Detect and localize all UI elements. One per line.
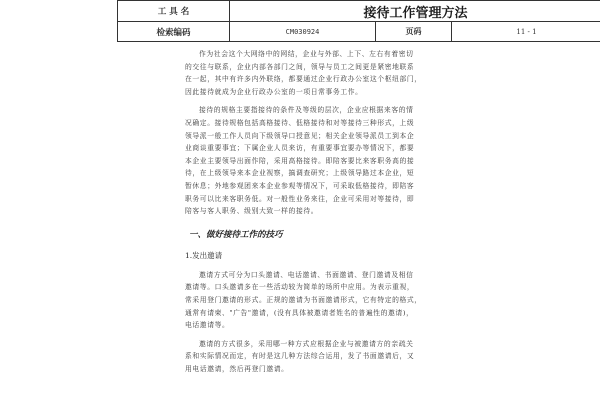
text-line: 用电话邀请，然后再登门邀请。 [185, 364, 289, 373]
text-line: 通常有请柬、"广告"邀请，(没有具体被邀请者姓名的普遍性的邀请)， [185, 308, 414, 317]
text-line: 邀请的方式很多，采用哪一种方式应根据企业与被邀请方的亲疏关 [199, 339, 414, 348]
document-title: 接待工作管理方法 [363, 5, 468, 21]
header-table [117, 0, 600, 42]
section-heading: 一、做好接待工作的技巧 [189, 229, 283, 240]
text-line: 电话邀请等。 [185, 321, 230, 330]
text-line: 领导派一般工作人员向下级领导口授意见；相关企业领导派员工到本企 [185, 131, 415, 140]
subsection-heading: 1.发出邀请 [185, 250, 223, 260]
text-line: 常采用登门邀请的形式。正规的邀请为书面邀请形式，它有特定的格式， [185, 295, 422, 304]
header-row-meta [118, 22, 600, 41]
page-label: 页码 [376, 22, 452, 41]
text-line: 职务可以比来客职务低。对一般性业务来往，企业可采用对等接待，即 [185, 194, 415, 203]
paragraph-intro [185, 48, 541, 98]
tool-name-label: 工 具 名 [118, 1, 230, 21]
header-row-title [118, 1, 600, 22]
paragraph-invitation-methods [185, 269, 541, 332]
text-line: 接待的规格主要指接待的条件及等级的层次，企业应根据来客的情 [199, 106, 414, 115]
text-line: 暂休息；外地参观团来本企业参观等情况下，可采取低格接待，即陪客 [185, 181, 415, 190]
text-line: 本企业主要领导出面作陪，采用高格接待。即陪客要比来客职务高的接 [185, 156, 415, 165]
text-line: 邀请等。口头邀请多在一些活动较为简单的场所中应用。为表示重视， [185, 283, 415, 292]
text-line: 况确定。接待规格包括高格接待、低格接待和对等接待三种形式，上级 [185, 118, 415, 127]
text-line: 业商谈重要事宜；下属企业人员来访，有重要事宜要办等情况下，都要 [185, 144, 415, 153]
text-line: 的交往与联系，企业内部各部门之间，领导与员工之间更是紧密地联系 [185, 62, 415, 71]
text-line: 陪客与客人职务、级别大致一样的接待。 [185, 207, 319, 216]
document-sheet [117, 0, 600, 400]
text-line: 在一起，其中有许多内外联络，都要通过企业行政办公室这个枢纽部门， [185, 75, 422, 84]
paragraph-reception-levels [185, 104, 541, 217]
text-line: 邀请方式可分为口头邀请、电话邀请、书面邀请、登门邀请及相信 [199, 270, 414, 279]
page-value: 11 - 1 [516, 27, 537, 36]
text-line: 待，在上级领导来本企业视察，搞调查研究；上级领导路过本企业，短 [185, 169, 415, 178]
text-line: 作为社会这个大网络中的网结，企业与外部、上下、左右有着密切 [199, 50, 414, 58]
text-line: 因此接待就成为企业行政办公室的一项日常事务工作。 [185, 87, 363, 96]
document-body [185, 48, 541, 375]
text-line: 系和实际情况而定，有时是这几种方法综合运用，发了书面邀请后，又 [185, 352, 415, 361]
code-label: 检索编码 [118, 22, 230, 41]
code-value: CM030924 [230, 22, 376, 41]
paragraph-invitation-choice [185, 338, 541, 376]
